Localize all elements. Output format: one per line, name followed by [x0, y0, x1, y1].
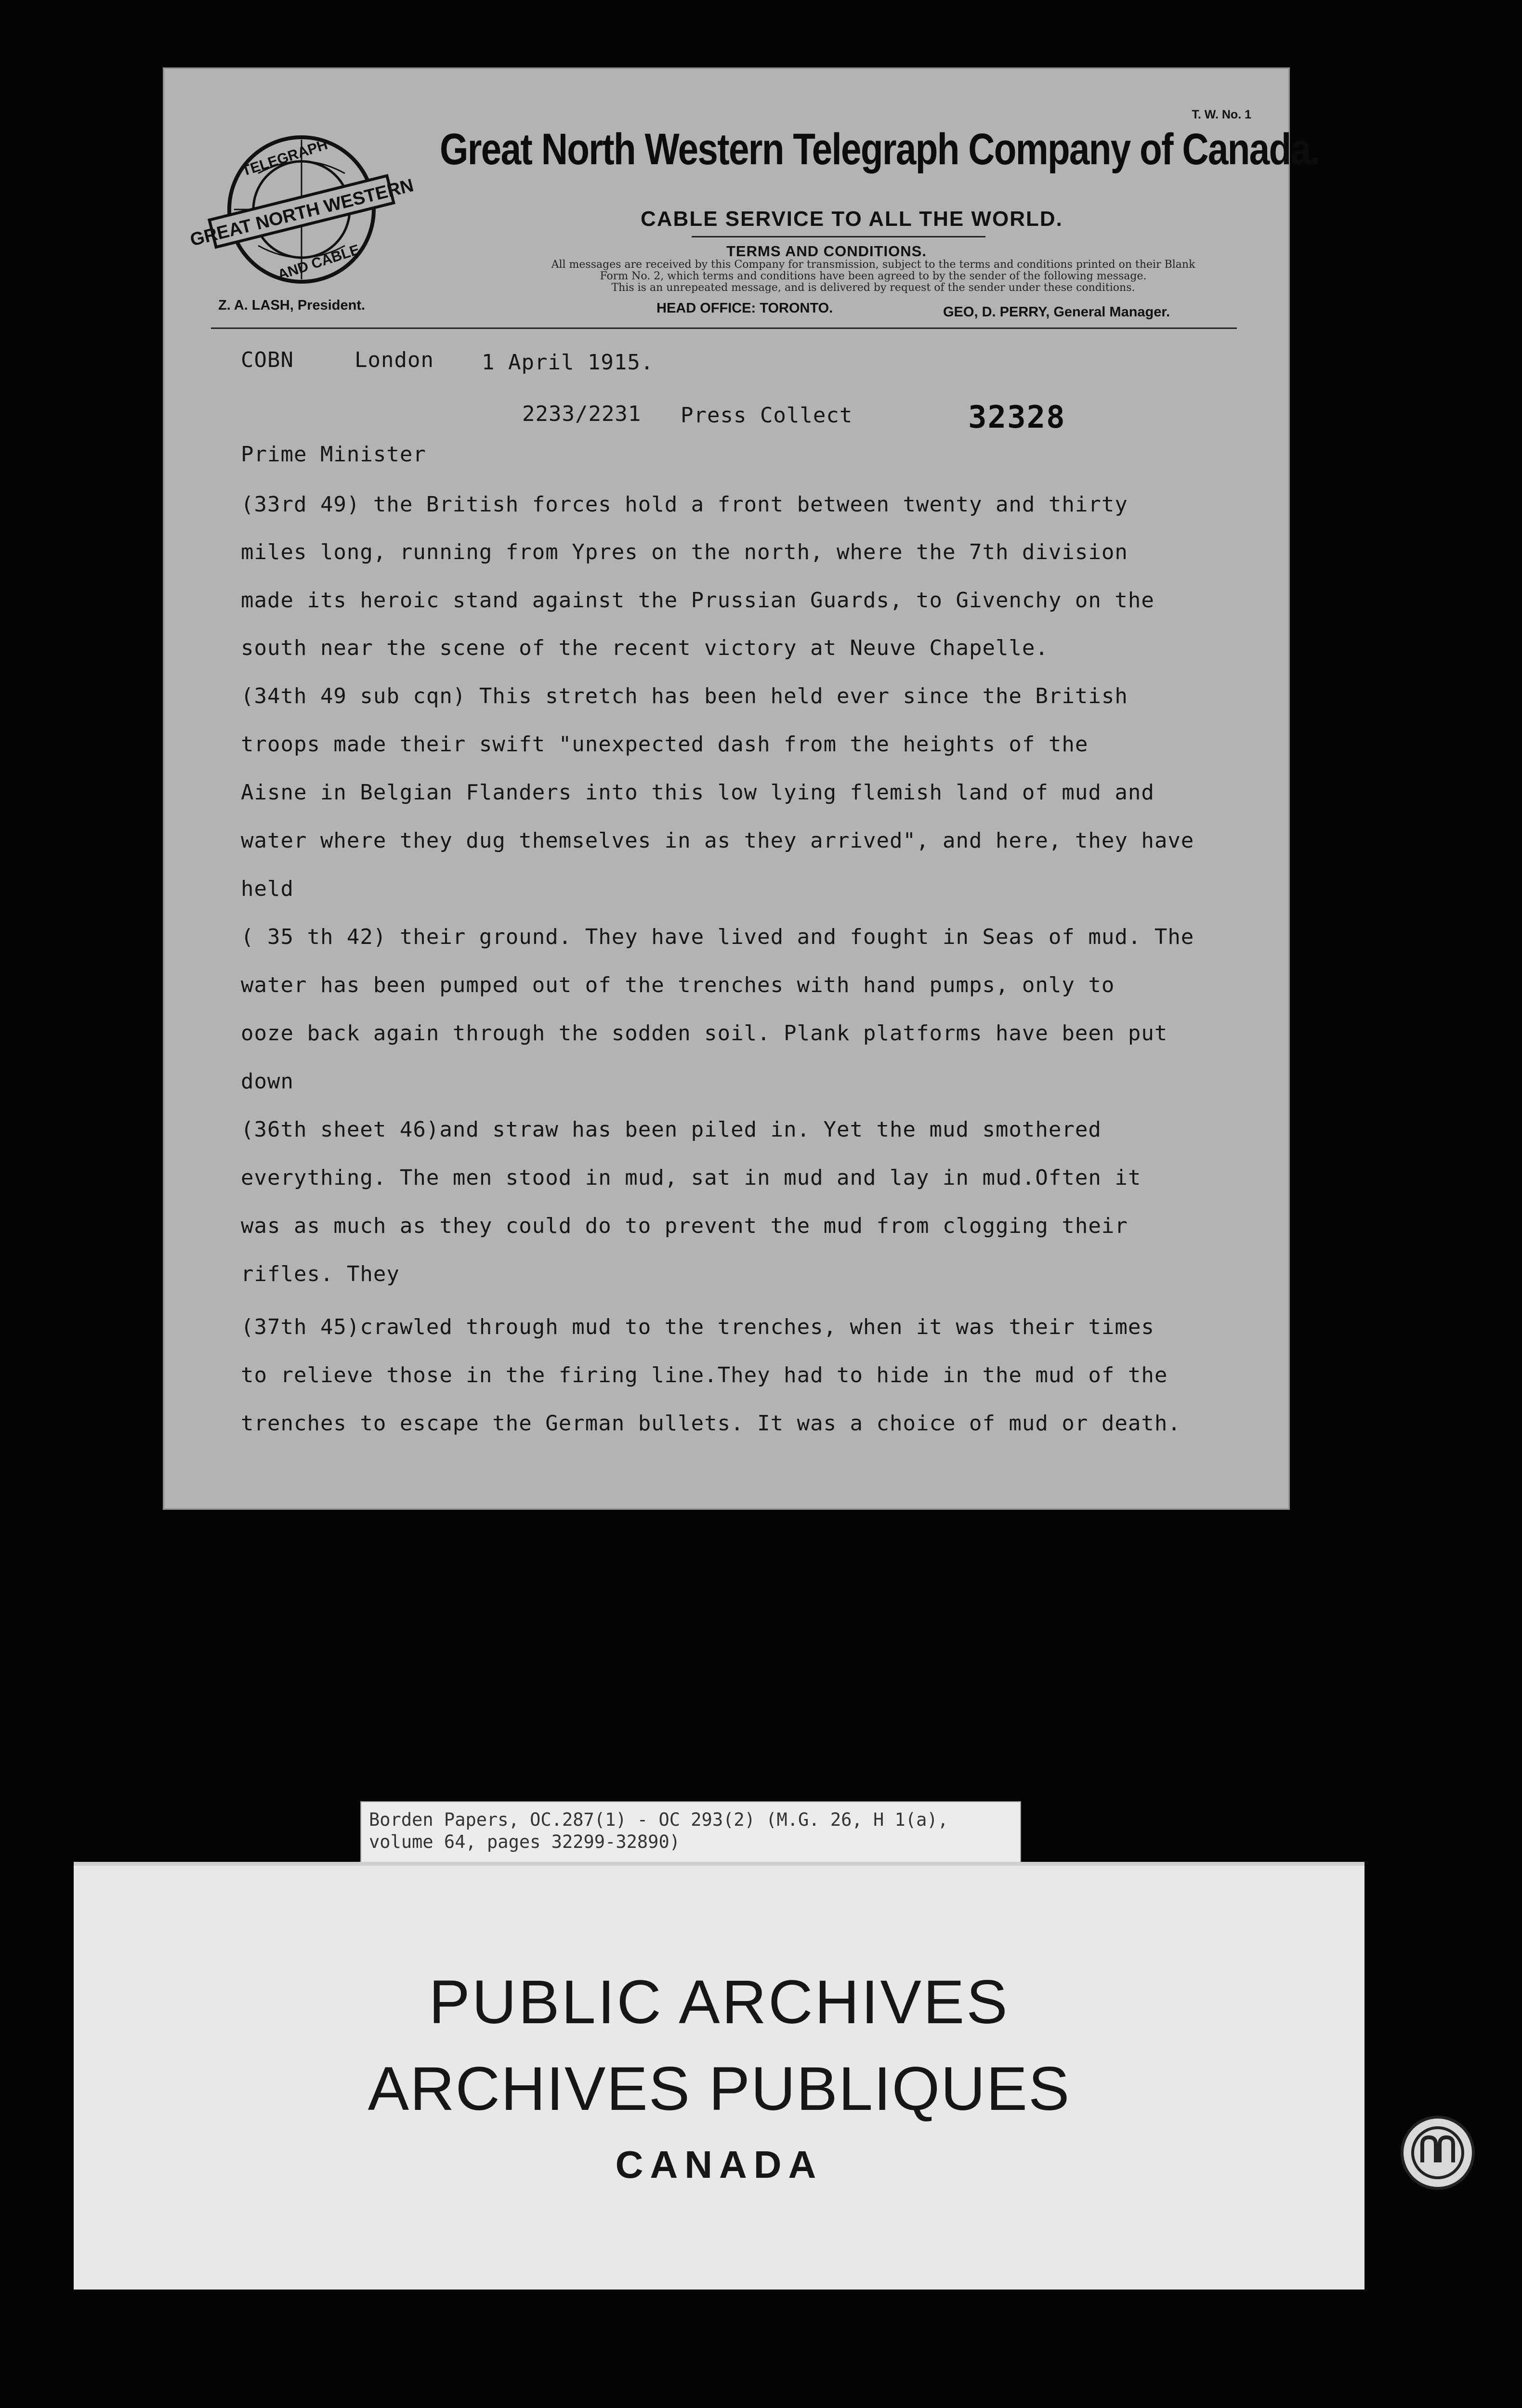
message-line: water where they dug themselves in as they arrived", and here, they have — [241, 828, 1194, 853]
cable-service: CABLE SERVICE TO ALL THE WORLD. — [641, 207, 1063, 231]
message-line: (36th sheet 46)and straw has been piled in. Yet the mud smothered — [241, 1117, 1102, 1142]
terms-text — [461, 259, 1285, 294]
message-line: water has been pumped out of the trenches with hand pumps, only to — [241, 973, 1115, 997]
origin-place: London — [354, 348, 434, 372]
message-line: (37th 45)crawled through mud to the trenches, when it was their times — [241, 1315, 1155, 1339]
addressee: Prime Minister — [241, 442, 426, 467]
archives-title-en: PUBLIC ARCHIVES — [429, 1968, 1010, 2037]
message-line: miles long, running from Ypres on the north, where the 7th division — [241, 540, 1128, 564]
archives-country: CANADA — [615, 2143, 823, 2186]
logo-ring-top: TELEGRAPH — [240, 136, 330, 180]
reference-line: Borden Papers, OC.287(1) - OC 293(2) (M.G. 26, H 1(a), — [369, 1809, 948, 1830]
form-number: T. W. No. 1 — [1192, 108, 1251, 121]
archives-seal-icon — [1399, 2114, 1476, 2191]
general-manager: GEO, D. PERRY, General Manager. — [943, 304, 1170, 320]
head-office: HEAD OFFICE: TORONTO. — [656, 301, 833, 316]
message-line: rifles. They — [241, 1262, 400, 1286]
reference-line: volume 64, pages 32299-32890) — [369, 1832, 681, 1852]
message-line: ooze back again through the sodden soil. Plank platforms have been put — [241, 1021, 1168, 1046]
message-number: 32328 — [968, 400, 1066, 435]
office-code: COBN — [241, 348, 294, 372]
message-line: trenches to escape the German bullets. It was a choice of mud or death. — [241, 1411, 1181, 1436]
message-line: ( 35 th 42) their ground. They have lived and fought in Seas of mud. The — [241, 925, 1194, 949]
service-type: Press Collect — [681, 403, 853, 428]
message-line: down — [241, 1069, 294, 1094]
message-line: was as much as they could do to prevent the mud from clogging their — [241, 1214, 1128, 1238]
message-line: everything. The men stood in mud, sat in mud and lay in mud.Often it — [241, 1165, 1142, 1190]
terms-line: This is an unrepeated message, and is delivered by request of the sender under these conditions. — [611, 282, 1135, 294]
terms-line: All messages are received by this Company for transmission, subject to the terms and conditions printed on their Blank — [551, 259, 1195, 271]
telegram-form — [163, 67, 1320, 1510]
logo-ring-bottom: AND CABLE — [276, 241, 362, 283]
message-line: Aisne in Belgian Flanders into this low lying flemish land of mud and — [241, 780, 1155, 805]
terms-heading: TERMS AND CONDITIONS. — [726, 243, 927, 260]
header-divider — [692, 236, 985, 237]
logo-banner-text: GREAT NORTH WESTERN — [188, 175, 416, 250]
company-logo-icon — [188, 130, 416, 289]
archives-title-fr: ARCHIVES PUBLIQUES — [367, 2055, 1071, 2123]
message-line: held — [241, 877, 294, 901]
archives-card — [74, 1862, 1365, 2290]
message-line: troops made their swift "unexpected dash from the heights of the — [241, 732, 1089, 757]
reference-label — [360, 1801, 1021, 1865]
message-line: to relieve those in the firing line.They had to hide in the mud of the — [241, 1363, 1168, 1387]
message-line: made its heroic stand against the Prussian Guards, to Givenchy on the — [241, 588, 1155, 613]
check-count: 2233/2231 — [522, 402, 642, 426]
message-line: (33rd 49) the British forces hold a front between twenty and thirty — [241, 492, 1128, 517]
message-line: south near the scene of the recent victory at Neuve Chapelle. — [241, 636, 1049, 660]
president-name: Z. A. LASH, President. — [218, 298, 366, 313]
header-bottom-rule — [211, 327, 1237, 329]
message-date: 1 April 1915. — [482, 350, 654, 375]
message-line: (34th 49 sub cqn) This stretch has been held ever since the British — [241, 684, 1128, 708]
terms-line: Form No. 2, which terms and conditions have been agreed to by the sender of the following message. — [600, 270, 1147, 282]
company-name: Great North Western Telegraph Company of Canada. — [440, 125, 1320, 174]
